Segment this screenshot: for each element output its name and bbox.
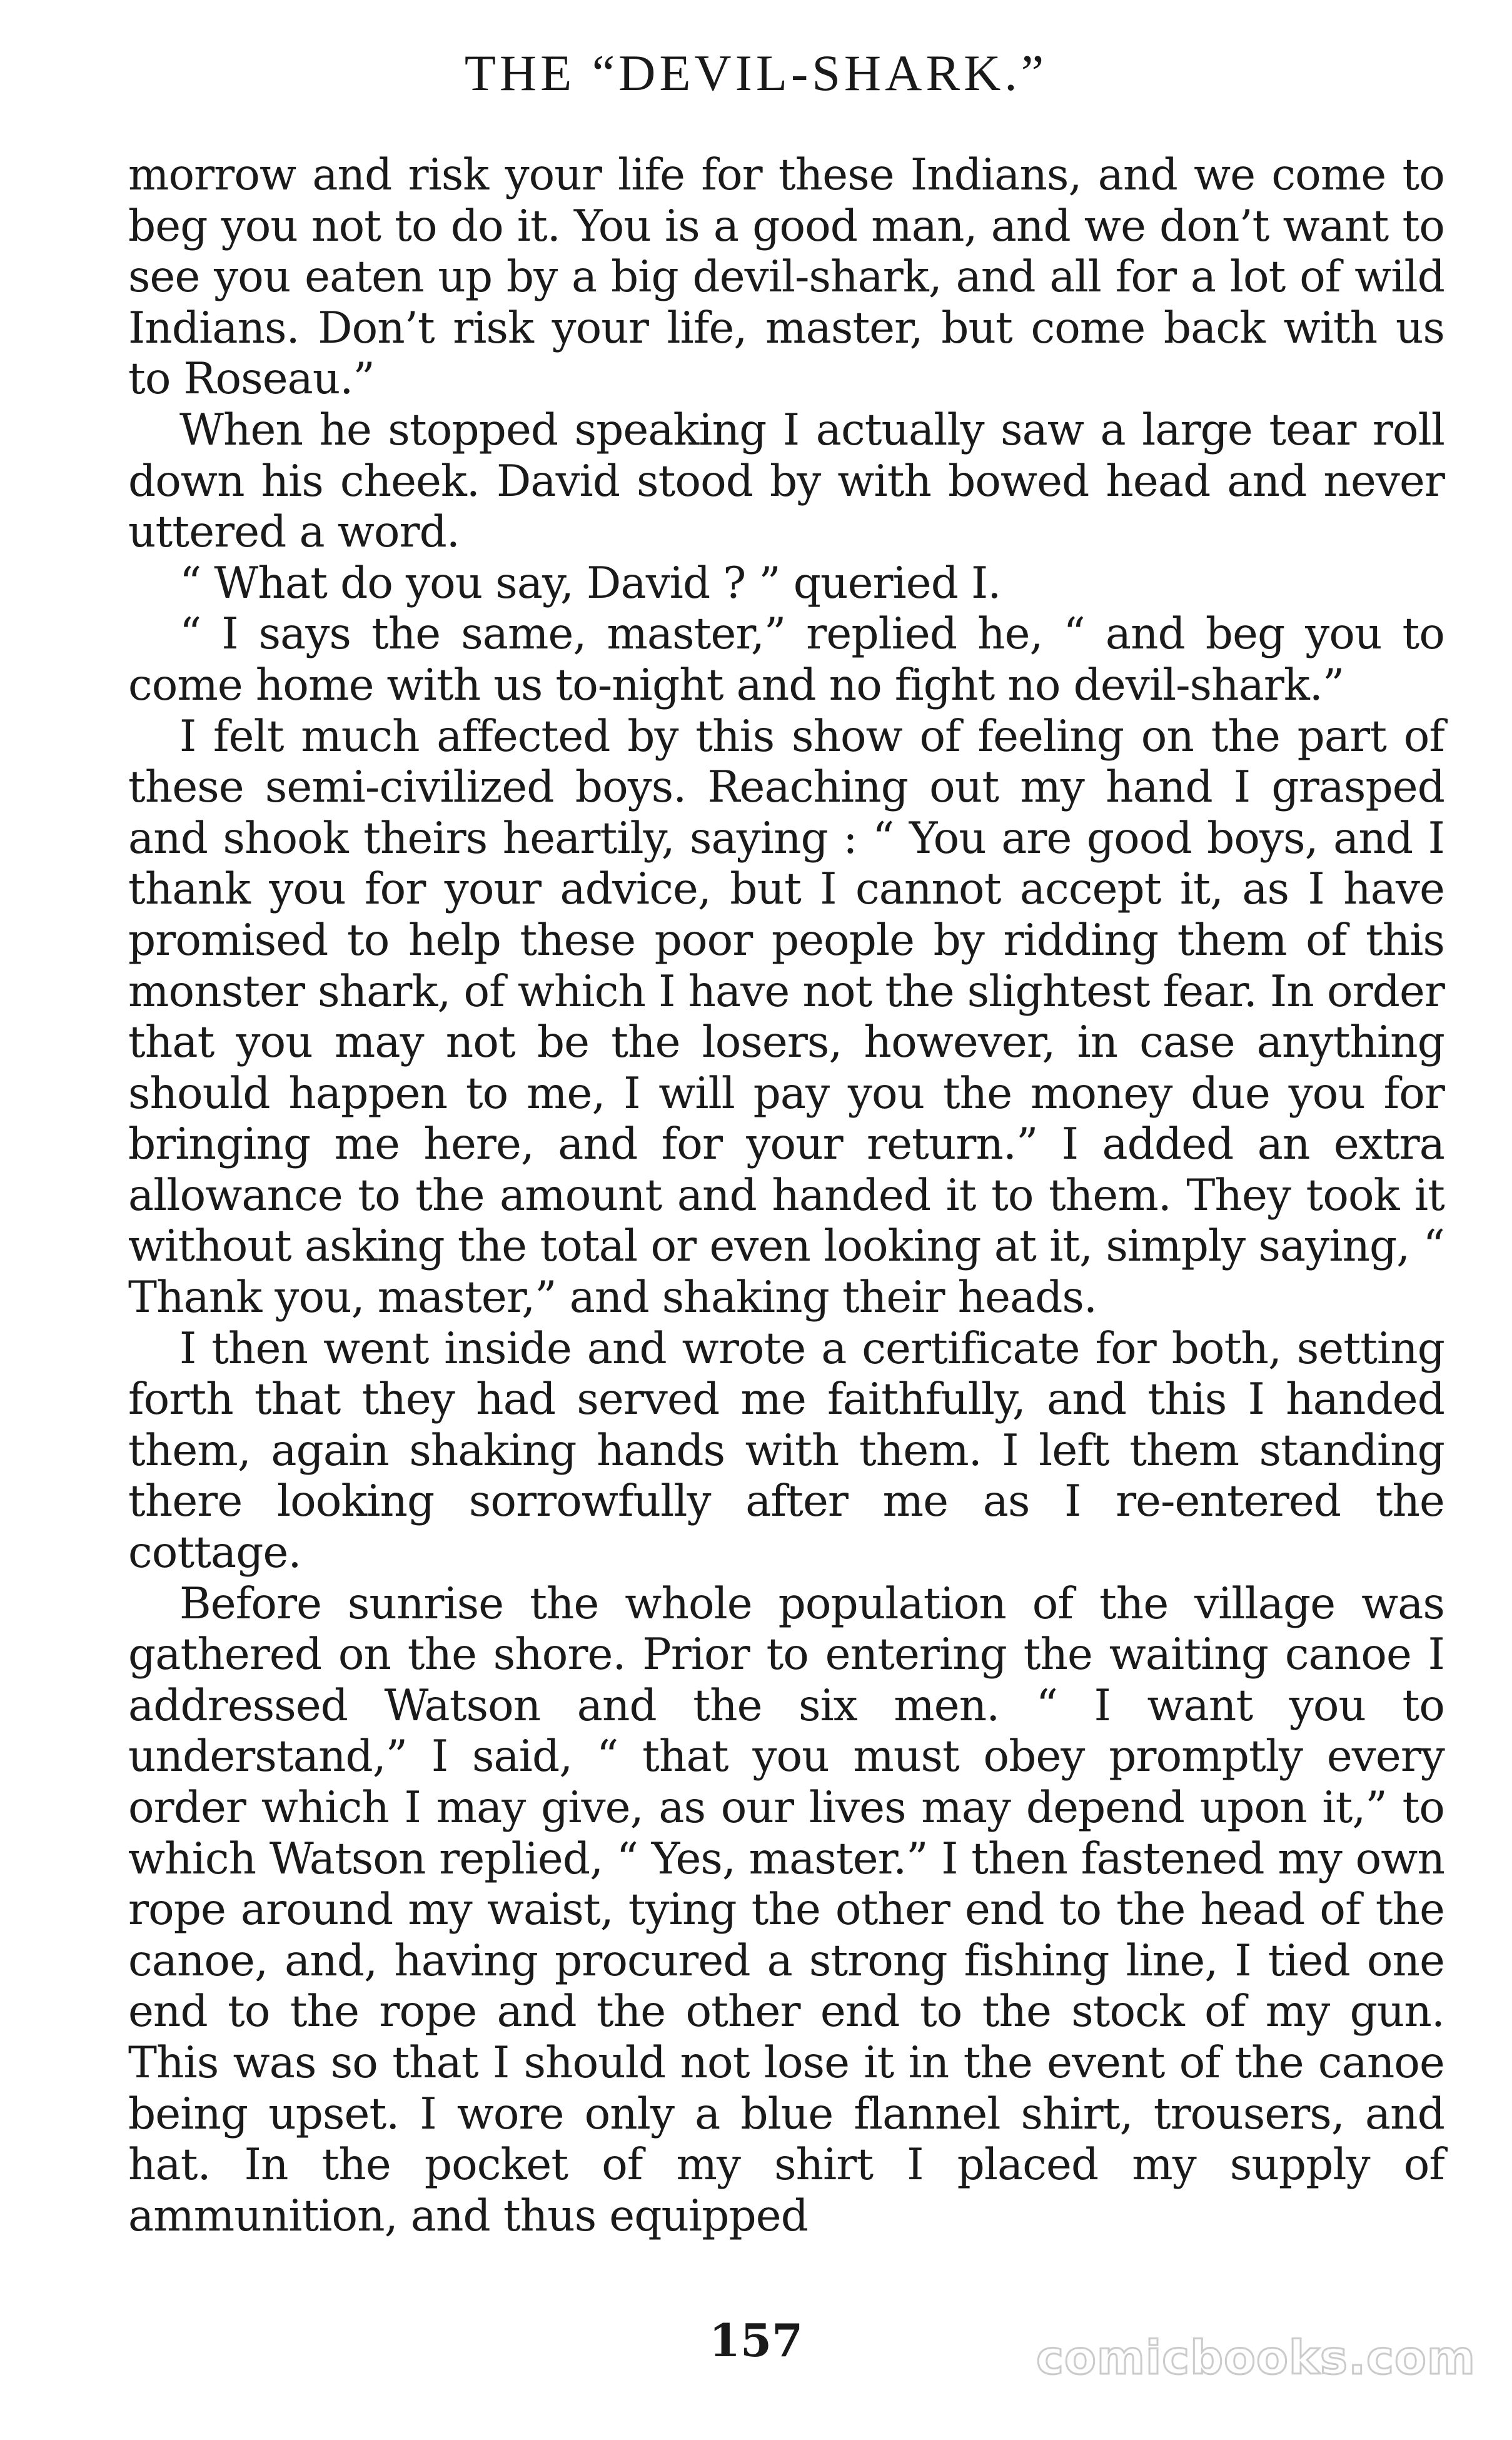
- body-text: [128, 150, 1444, 2242]
- paragraph: “ I says the same, master,” replied he, “ and beg you to come home with us to-night and no fight no devil-shark.”: [128, 609, 1444, 710]
- page-number: 157: [708, 2314, 804, 2367]
- running-head: THE “DEVIL-SHARK.”: [464, 44, 1048, 101]
- paragraph: Before sunrise the whole population of the village was gathered on the shore. Prior to entering the waiting canoe I addressed Watson and the six men. “ I want you to understand,” I said, “ that you must obey promptly every order which I may give, as our lives may depend upon it,” to which Watson replied, “ Yes, master.” I then fastened my own rope around my waist, tying the other end to the head of the canoe, and, having procured a strong fishing line, I tied one end to the rope and the other end to the stock of my gun. This was so that I should not lose it in the event of the canoe being upset. I wore only a blue flannel shirt, trousers, and hat. In the pocket of my shirt I placed my supply of ammunition, and thus equipped: [128, 1578, 1444, 2241]
- site-watermark: comicbooks.com: [1036, 2331, 1476, 2385]
- paragraph: When he stopped speaking I actually saw a large tear roll down his cheek. David stood by with bowed head and never uttered a word.: [128, 405, 1444, 558]
- paragraph: I felt much affected by this show of feeling on the part of these semi-civilized boys. Reaching out my hand I grasped and shook theirs heartily, saying : “ You are good boys, and I thank you for your advice, but I cannot accept it, as I have promised to help these poor people by ridding them of this monster shark, of which I have not the slightest fear. In order that you may not be the losers, however, in case anything should happen to me, I will pay you the money due you for bringing me here, and for your return.” I added an extra allowance to the amount and handed it to them. They took it without asking the total or even looking at it, simply saying, “ Thank you, master,” and shaking their heads.: [128, 711, 1444, 1323]
- paragraph: I then went inside and wrote a certificate for both, setting forth that they had served me faithfully, and this I handed them, again shaking hands with them. I left them standing there looking sorrowfully after me as I re-entered the cottage.: [128, 1323, 1444, 1578]
- paragraph: morrow and risk your life for these Indians, and we come to beg you not to do it. You is a good man, and we don’t want to see you eaten up by a big devil-shark, and all for a lot of wild Indians. Don’t risk your life, master, but come back with us to Roseau.”: [128, 150, 1444, 405]
- paragraph: “ What do you say, David ? ” queried I.: [179, 558, 1001, 608]
